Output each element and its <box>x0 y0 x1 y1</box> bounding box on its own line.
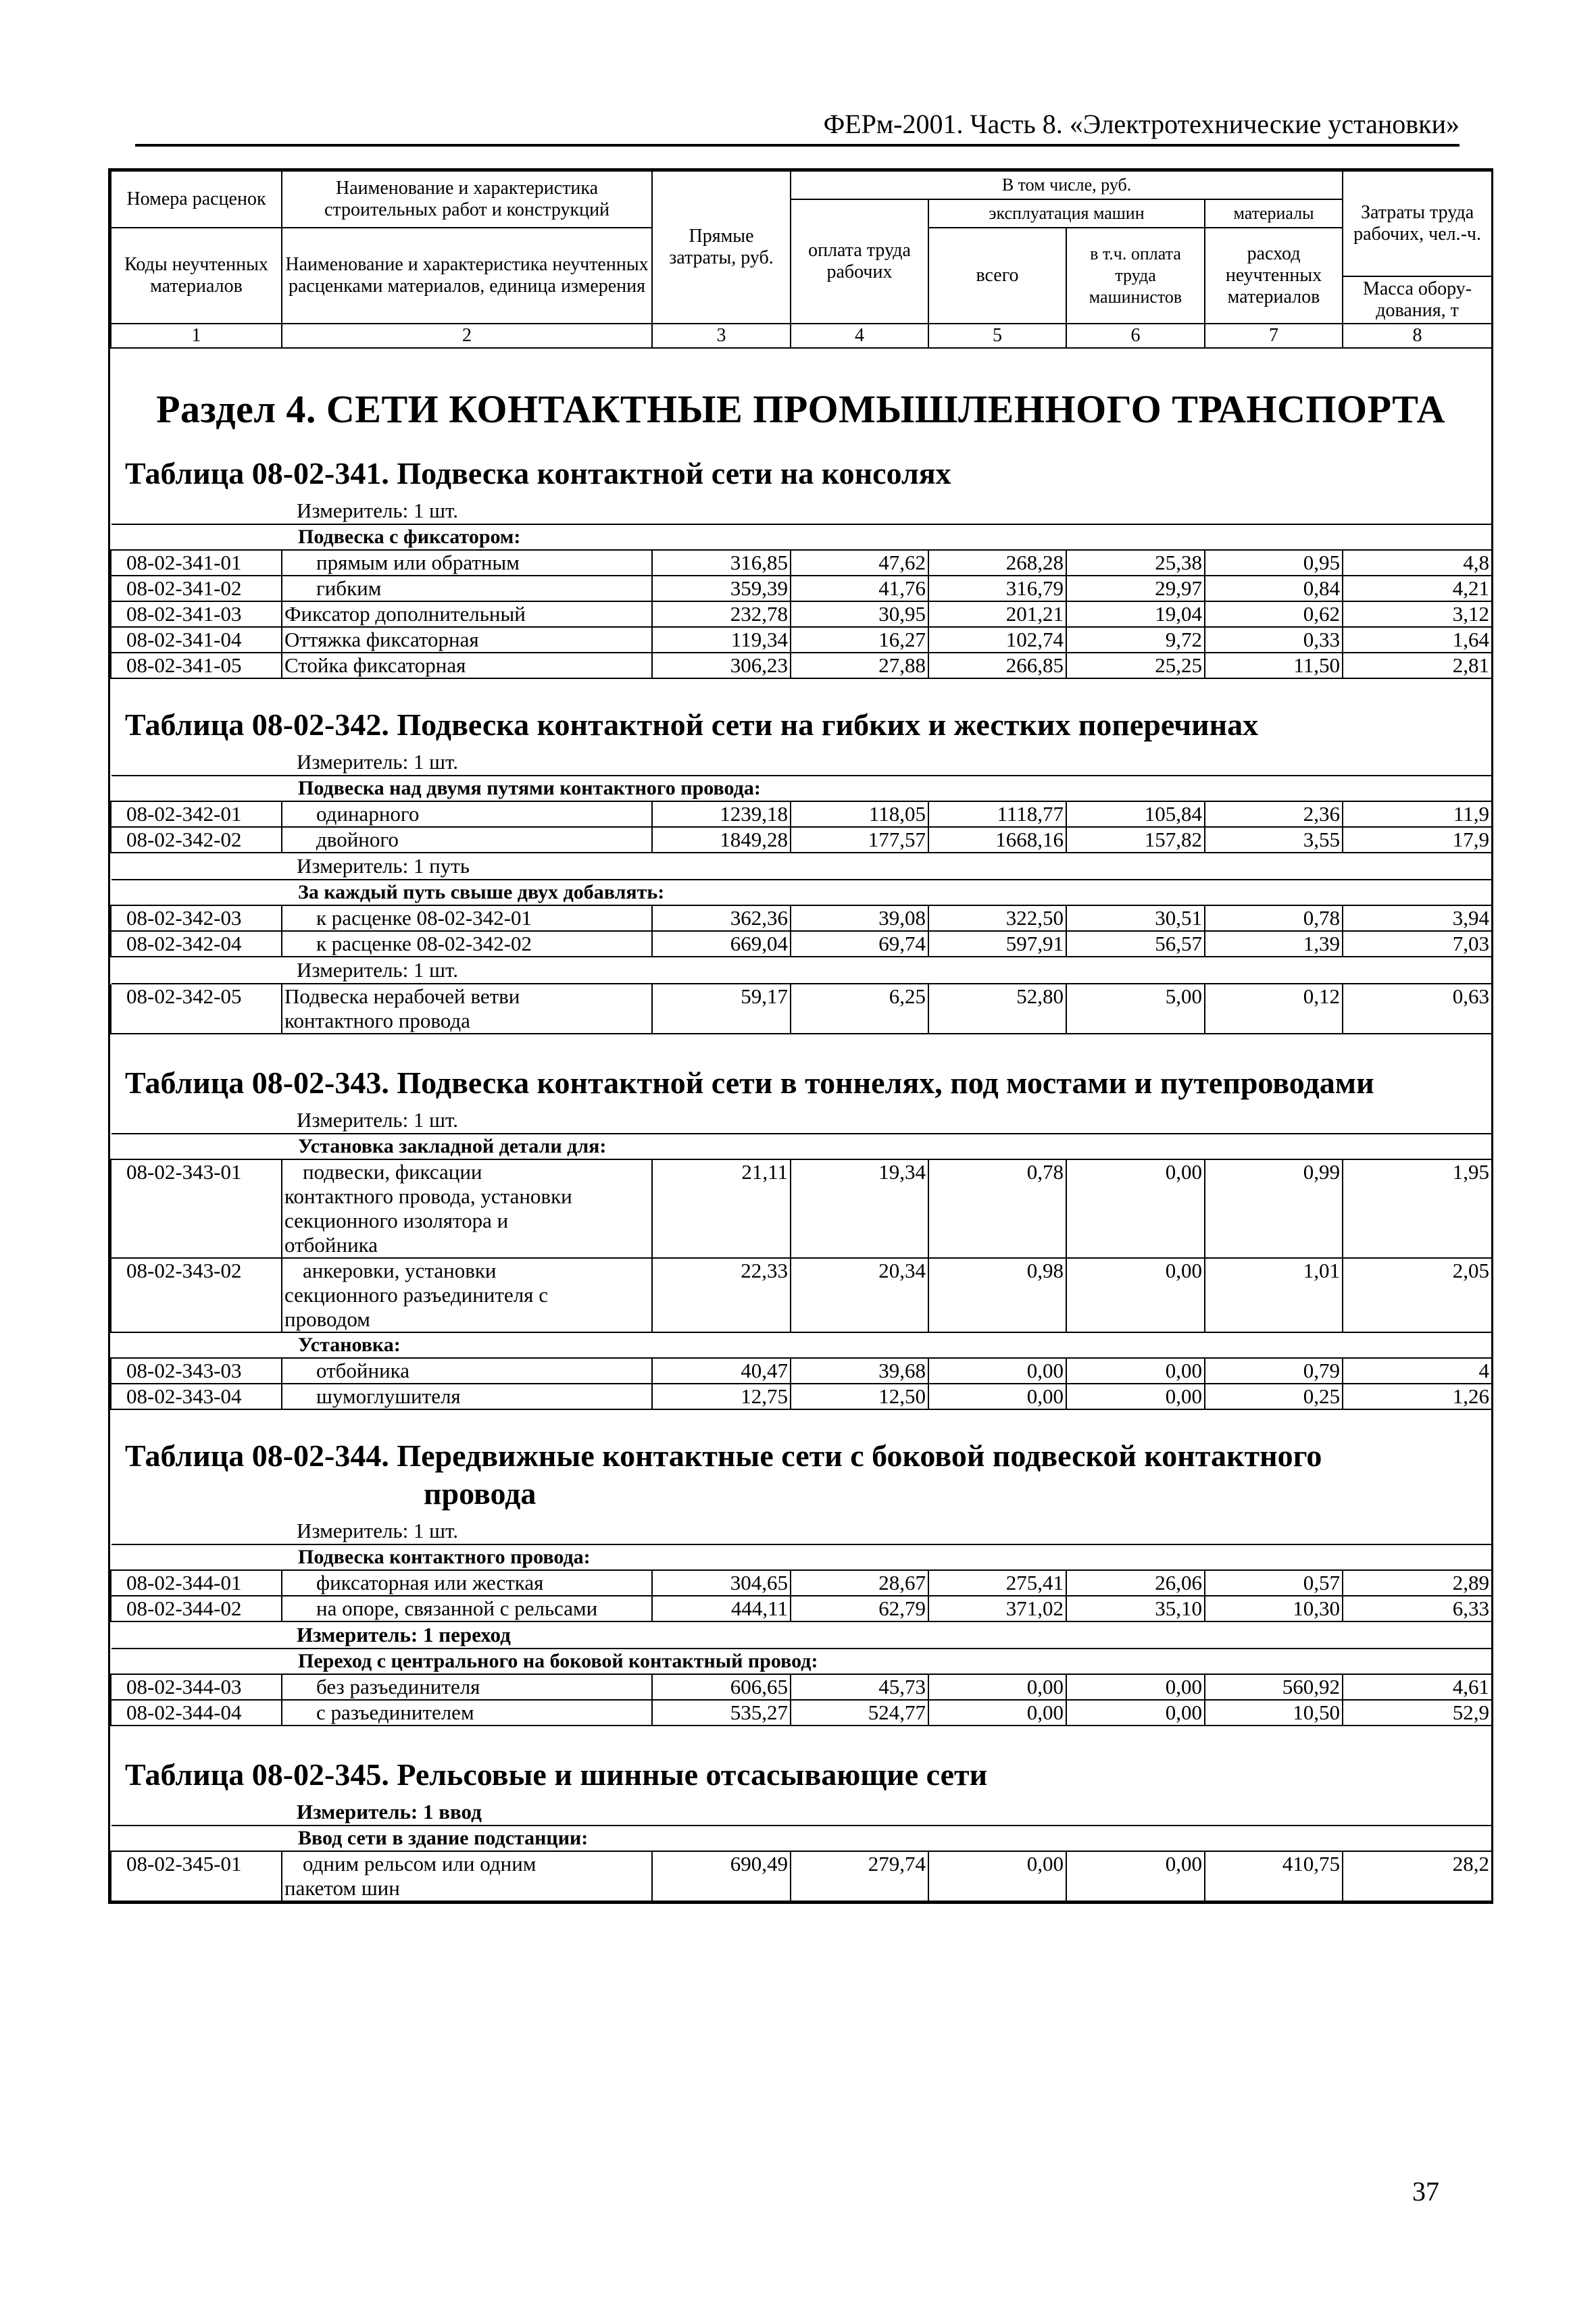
col-number: 8 <box>1343 324 1492 348</box>
work-name: с разъединителем <box>282 1700 652 1726</box>
group-heading: Установка закладной детали для: <box>111 1134 1492 1159</box>
group-heading: Установка: <box>111 1332 1492 1358</box>
labor-pay: 39,08 <box>791 905 928 931</box>
work-name: без разъединителя <box>282 1674 652 1700</box>
labor-hours: 3,94 <box>1343 905 1492 931</box>
machinists-pay: 0,00 <box>1066 1851 1205 1901</box>
table-row <box>111 827 1492 853</box>
labor-hours: 11,9 <box>1343 801 1492 827</box>
machinists-pay: 0,00 <box>1066 1674 1205 1700</box>
materials: 0,84 <box>1205 576 1343 601</box>
labor-hours: 6,33 <box>1343 1596 1492 1621</box>
work-name: к расценке 08-02-342-01 <box>282 905 652 931</box>
labor-pay: 45,73 <box>791 1674 928 1700</box>
group-heading: Подвеска над двумя путями контактного провода: <box>111 776 1492 801</box>
work-name-line: пакетом шин <box>284 1876 400 1900</box>
group-heading: Подвеска с фиксатором: <box>111 524 1492 550</box>
labor-pay: 41,76 <box>791 576 928 601</box>
machines-total: 0,00 <box>928 1700 1066 1726</box>
labor-hours: 28,2 <box>1343 1851 1492 1901</box>
table-title-line: провода <box>424 1476 537 1511</box>
machinists-pay: 157,82 <box>1066 827 1205 853</box>
col8-bottom-label: Масса обору-дования, т <box>1343 276 1492 324</box>
direct-cost: 1849,28 <box>652 827 791 853</box>
rate-code: 08-02-342-04 <box>111 931 282 957</box>
direct-cost: 232,78 <box>652 601 791 627</box>
materials: 410,75 <box>1205 1851 1343 1901</box>
machines-total: 0,00 <box>928 1384 1066 1409</box>
machines-total: 322,50 <box>928 905 1066 931</box>
labor-hours: 4,8 <box>1343 550 1492 576</box>
work-name: на опоре, связанной с рельсами <box>282 1596 652 1621</box>
work-name-line: отбойника <box>284 1233 378 1257</box>
labor-pay: 28,67 <box>791 1570 928 1596</box>
rate-code: 08-02-344-01 <box>111 1570 282 1596</box>
rate-code: 08-02-343-01 <box>111 1159 282 1258</box>
labor-hours: 52,9 <box>1343 1700 1492 1726</box>
col3-label: Прямые затраты, руб. <box>652 171 791 324</box>
machines-total: 0,00 <box>928 1674 1066 1700</box>
machines-total: 0,00 <box>928 1851 1066 1901</box>
col-number: 6 <box>1066 324 1205 348</box>
materials: 0,25 <box>1205 1384 1343 1409</box>
machines-total: 102,74 <box>928 627 1066 653</box>
rate-code: 08-02-341-02 <box>111 576 282 601</box>
direct-cost: 690,49 <box>652 1851 791 1901</box>
machines-total: 201,21 <box>928 601 1066 627</box>
labor-hours: 2,81 <box>1343 653 1492 678</box>
materials: 3,55 <box>1205 827 1343 853</box>
labor-pay: 6,25 <box>791 984 928 1034</box>
machinists-pay: 30,51 <box>1066 905 1205 931</box>
table-row <box>111 1358 1492 1384</box>
rate-code: 08-02-345-01 <box>111 1851 282 1901</box>
labor-pay: 20,34 <box>791 1258 928 1332</box>
machinists-pay: 25,25 <box>1066 653 1205 678</box>
materials: 1,39 <box>1205 931 1343 957</box>
labor-pay: 118,05 <box>791 801 928 827</box>
work-name: фиксаторная или жесткая <box>282 1570 652 1596</box>
work-name: Стойка фиксаторная <box>282 653 652 678</box>
materials: 0,99 <box>1205 1159 1343 1258</box>
running-header: ФЕРм-2001. Часть 8. «Электротехнические установки» <box>135 108 1460 147</box>
machinists-pay: 0,00 <box>1066 1384 1205 1409</box>
machines-label: эксплуатация машин <box>928 199 1205 228</box>
machinists-pay: 19,04 <box>1066 601 1205 627</box>
table-row <box>111 905 1492 931</box>
group-heading: Подвеска контактного провода: <box>111 1544 1492 1570</box>
direct-cost: 362,36 <box>652 905 791 931</box>
rate-code: 08-02-341-04 <box>111 627 282 653</box>
materials: 0,33 <box>1205 627 1343 653</box>
machines-total: 0,78 <box>928 1159 1066 1258</box>
labor-pay: 27,88 <box>791 653 928 678</box>
group-heading: Ввод сети в здание подстанции: <box>111 1826 1492 1851</box>
materials: 0,79 <box>1205 1358 1343 1384</box>
col5-label: всего <box>928 228 1066 324</box>
materials: 0,62 <box>1205 601 1343 627</box>
labor-hours: 17,9 <box>1343 827 1492 853</box>
machinists-pay: 26,06 <box>1066 1570 1205 1596</box>
labor-pay: 279,74 <box>791 1851 928 1901</box>
table-row <box>111 627 1492 653</box>
table-row <box>111 550 1492 576</box>
measure-unit: Измеритель: 1 переход <box>297 1623 511 1646</box>
rate-code: 08-02-344-04 <box>111 1700 282 1726</box>
machines-total: 0,00 <box>928 1358 1066 1384</box>
materials: 0,57 <box>1205 1570 1343 1596</box>
measure-unit: Измеритель: 1 шт. <box>297 499 459 522</box>
rate-code: 08-02-342-02 <box>111 827 282 853</box>
rate-code: 08-02-344-03 <box>111 1674 282 1700</box>
work-name-line: контактного провода, установки <box>284 1184 572 1208</box>
rate-code: 08-02-341-01 <box>111 550 282 576</box>
materials: 10,30 <box>1205 1596 1343 1621</box>
work-name <box>282 1159 652 1258</box>
labor-pay: 19,34 <box>791 1159 928 1258</box>
col7-label: расход неучтенных материалов <box>1205 228 1343 324</box>
machinists-pay: 0,00 <box>1066 1358 1205 1384</box>
direct-cost: 316,85 <box>652 550 791 576</box>
rate-code: 08-02-341-03 <box>111 601 282 627</box>
labor-pay: 16,27 <box>791 627 928 653</box>
labor-pay: 524,77 <box>791 1700 928 1726</box>
machines-total: 1118,77 <box>928 801 1066 827</box>
col-number: 1 <box>111 324 282 348</box>
machines-total: 275,41 <box>928 1570 1066 1596</box>
direct-cost: 669,04 <box>652 931 791 957</box>
work-name: к расценке 08-02-342-02 <box>282 931 652 957</box>
table-row <box>111 931 1492 957</box>
labor-pay: 62,79 <box>791 1596 928 1621</box>
rate-code: 08-02-342-01 <box>111 801 282 827</box>
work-name-line: проводом <box>284 1307 370 1331</box>
table-row <box>111 1384 1492 1409</box>
direct-cost: 22,33 <box>652 1258 791 1332</box>
materials: 560,92 <box>1205 1674 1343 1700</box>
work-name-line: анкеровки, установки <box>303 1259 497 1282</box>
machinists-pay: 35,10 <box>1066 1596 1205 1621</box>
work-name <box>282 984 652 1034</box>
table-title: Таблица 08-02-342. Подвеска контактной сети на гибких и жестких поперечинах <box>125 707 1259 742</box>
col6-label: в т.ч. оплата труда машинистов <box>1066 228 1205 324</box>
labor-pay: 69,74 <box>791 931 928 957</box>
materials: 0,95 <box>1205 550 1343 576</box>
labor-hours: 0,63 <box>1343 984 1492 1034</box>
work-name: шумоглушителя <box>282 1384 652 1409</box>
labor-pay: 47,62 <box>791 550 928 576</box>
labor-pay: 177,57 <box>791 827 928 853</box>
direct-cost: 606,65 <box>652 1674 791 1700</box>
direct-cost: 304,65 <box>652 1570 791 1596</box>
measure-unit: Измеритель: 1 шт. <box>297 1519 459 1542</box>
direct-cost: 40,47 <box>652 1358 791 1384</box>
table-08-02-345 <box>110 1799 1493 1902</box>
labor-hours: 1,95 <box>1343 1159 1492 1258</box>
col4-label: оплата труда рабочих <box>791 199 928 324</box>
labor-pay: 12,50 <box>791 1384 928 1409</box>
table-row <box>111 1700 1492 1726</box>
table-08-02-343 <box>110 1107 1493 1410</box>
machines-total: 1668,16 <box>928 827 1066 853</box>
materials: 0,78 <box>1205 905 1343 931</box>
machinists-pay: 0,00 <box>1066 1700 1205 1726</box>
machinists-pay: 29,97 <box>1066 576 1205 601</box>
labor-hours: 2,05 <box>1343 1258 1492 1332</box>
labor-hours: 1,64 <box>1343 627 1492 653</box>
section-title: Раздел 4. СЕТИ КОНТАКТНЫЕ ПРОМЫШЛЕННОГО ТРАНСПОРТА <box>156 387 1445 431</box>
price-table-document <box>108 168 1493 1904</box>
work-name: гибким <box>282 576 652 601</box>
table-title-line: Таблица 08-02-344. Передвижные контактные сети с боковой подвеской контактного <box>125 1438 1322 1473</box>
direct-cost: 12,75 <box>652 1384 791 1409</box>
table-row <box>111 653 1492 678</box>
table-row <box>111 1159 1492 1258</box>
col2-top-label: Наименование и характеристика строительных работ и конструкций <box>282 171 652 228</box>
col-number: 5 <box>928 324 1066 348</box>
direct-cost: 306,23 <box>652 653 791 678</box>
labor-hours: 1,26 <box>1343 1384 1492 1409</box>
work-name: прямым или обратным <box>282 550 652 576</box>
rate-code: 08-02-343-03 <box>111 1358 282 1384</box>
labor-hours: 4 <box>1343 1358 1492 1384</box>
machines-total: 268,28 <box>928 550 1066 576</box>
rate-code: 08-02-343-04 <box>111 1384 282 1409</box>
labor-hours: 4,61 <box>1343 1674 1492 1700</box>
rate-code: 08-02-341-05 <box>111 653 282 678</box>
table-title <box>125 1437 1491 1513</box>
direct-cost: 119,34 <box>652 627 791 653</box>
machines-total: 52,80 <box>928 984 1066 1034</box>
work-name: двойного <box>282 827 652 853</box>
work-name-line: контактного провода <box>284 1009 470 1032</box>
column-header <box>110 170 1493 349</box>
rate-code: 08-02-342-05 <box>111 984 282 1034</box>
labor-pay: 39,68 <box>791 1358 928 1384</box>
work-name <box>282 1851 652 1901</box>
table-08-02-342 <box>110 749 1493 1034</box>
col2-bottom-label: Наименование и характеристика неучтенных расценками материалов, единица измерения <box>282 228 652 324</box>
col1-bottom-label: Коды неучтенных материалов <box>111 228 282 324</box>
including-label: В том числе, руб. <box>791 171 1343 199</box>
labor-pay: 30,95 <box>791 601 928 627</box>
table-row <box>111 1570 1492 1596</box>
materials: 0,12 <box>1205 984 1343 1034</box>
materials: 1,01 <box>1205 1258 1343 1332</box>
machinists-pay: 0,00 <box>1066 1159 1205 1258</box>
work-name-line: Подвеска нерабочей ветви <box>284 984 520 1008</box>
direct-cost: 1239,18 <box>652 801 791 827</box>
machinists-pay: 5,00 <box>1066 984 1205 1034</box>
measure-unit: Измеритель: 1 шт. <box>297 1108 459 1132</box>
work-name-line: одним рельсом или одним <box>303 1852 537 1876</box>
machines-total: 371,02 <box>928 1596 1066 1621</box>
materials-label: материалы <box>1205 199 1343 228</box>
work-name: одинарного <box>282 801 652 827</box>
direct-cost: 444,11 <box>652 1596 791 1621</box>
measure-unit: Измеритель: 1 шт. <box>297 958 459 982</box>
table-title: Таблица 08-02-343. Подвеска контактной сети в тоннелях, под мостами и путепроводами <box>125 1065 1374 1100</box>
col-number: 2 <box>282 324 652 348</box>
table-title: Таблица 08-02-341. Подвеска контактной сети на консолях <box>125 456 951 491</box>
work-name: Фиксатор дополнительный <box>282 601 652 627</box>
work-name <box>282 1258 652 1332</box>
work-name-line: секционного изолятора и <box>284 1209 509 1232</box>
machinists-pay: 9,72 <box>1066 627 1205 653</box>
table-row <box>111 801 1492 827</box>
machinists-pay: 105,84 <box>1066 801 1205 827</box>
labor-hours: 7,03 <box>1343 931 1492 957</box>
measure-unit: Измеритель: 1 ввод <box>297 1800 482 1823</box>
direct-cost: 535,27 <box>652 1700 791 1726</box>
machines-total: 266,85 <box>928 653 1066 678</box>
table-row <box>111 1596 1492 1621</box>
table-08-02-344 <box>110 1518 1493 1726</box>
col-number: 3 <box>652 324 791 348</box>
labor-hours: 2,89 <box>1343 1570 1492 1596</box>
machinists-pay: 56,57 <box>1066 931 1205 957</box>
machines-total: 316,79 <box>928 576 1066 601</box>
table-row <box>111 1851 1492 1901</box>
work-name-line: подвески, фиксации <box>303 1160 482 1184</box>
materials: 2,36 <box>1205 801 1343 827</box>
table-row <box>111 1258 1492 1332</box>
measure-unit: Измеритель: 1 путь <box>297 854 470 878</box>
direct-cost: 359,39 <box>652 576 791 601</box>
col8-top-label: Затраты труда рабочих, чел.-ч. <box>1343 171 1492 276</box>
rate-code: 08-02-343-02 <box>111 1258 282 1332</box>
col-number: 7 <box>1205 324 1343 348</box>
table-08-02-341 <box>110 498 1493 679</box>
machinists-pay: 25,38 <box>1066 550 1205 576</box>
table-title: Таблица 08-02-345. Рельсовые и шинные отсасывающие сети <box>125 1757 988 1792</box>
col1-top-label: Номера расценок <box>111 171 282 228</box>
page-number: 37 <box>1412 2176 1439 2207</box>
machines-total: 597,91 <box>928 931 1066 957</box>
machinists-pay: 0,00 <box>1066 1258 1205 1332</box>
col-number: 4 <box>791 324 928 348</box>
group-heading: За каждый путь свыше двух добавлять: <box>111 880 1492 905</box>
measure-unit: Измеритель: 1 шт. <box>297 750 459 774</box>
materials: 11,50 <box>1205 653 1343 678</box>
rate-code: 08-02-342-03 <box>111 905 282 931</box>
rate-code: 08-02-344-02 <box>111 1596 282 1621</box>
work-name: отбойника <box>282 1358 652 1384</box>
work-name: Оттяжка фиксаторная <box>282 627 652 653</box>
group-heading: Переход с центрального на боковой контактный провод: <box>111 1649 1492 1674</box>
labor-hours: 4,21 <box>1343 576 1492 601</box>
table-row <box>111 984 1492 1034</box>
materials: 10,50 <box>1205 1700 1343 1726</box>
labor-hours: 3,12 <box>1343 601 1492 627</box>
table-row <box>111 601 1492 627</box>
table-row <box>111 576 1492 601</box>
table-row <box>111 1674 1492 1700</box>
direct-cost: 21,11 <box>652 1159 791 1258</box>
work-name-line: секционного разъединителя с <box>284 1283 548 1307</box>
machines-total: 0,98 <box>928 1258 1066 1332</box>
direct-cost: 59,17 <box>652 984 791 1034</box>
